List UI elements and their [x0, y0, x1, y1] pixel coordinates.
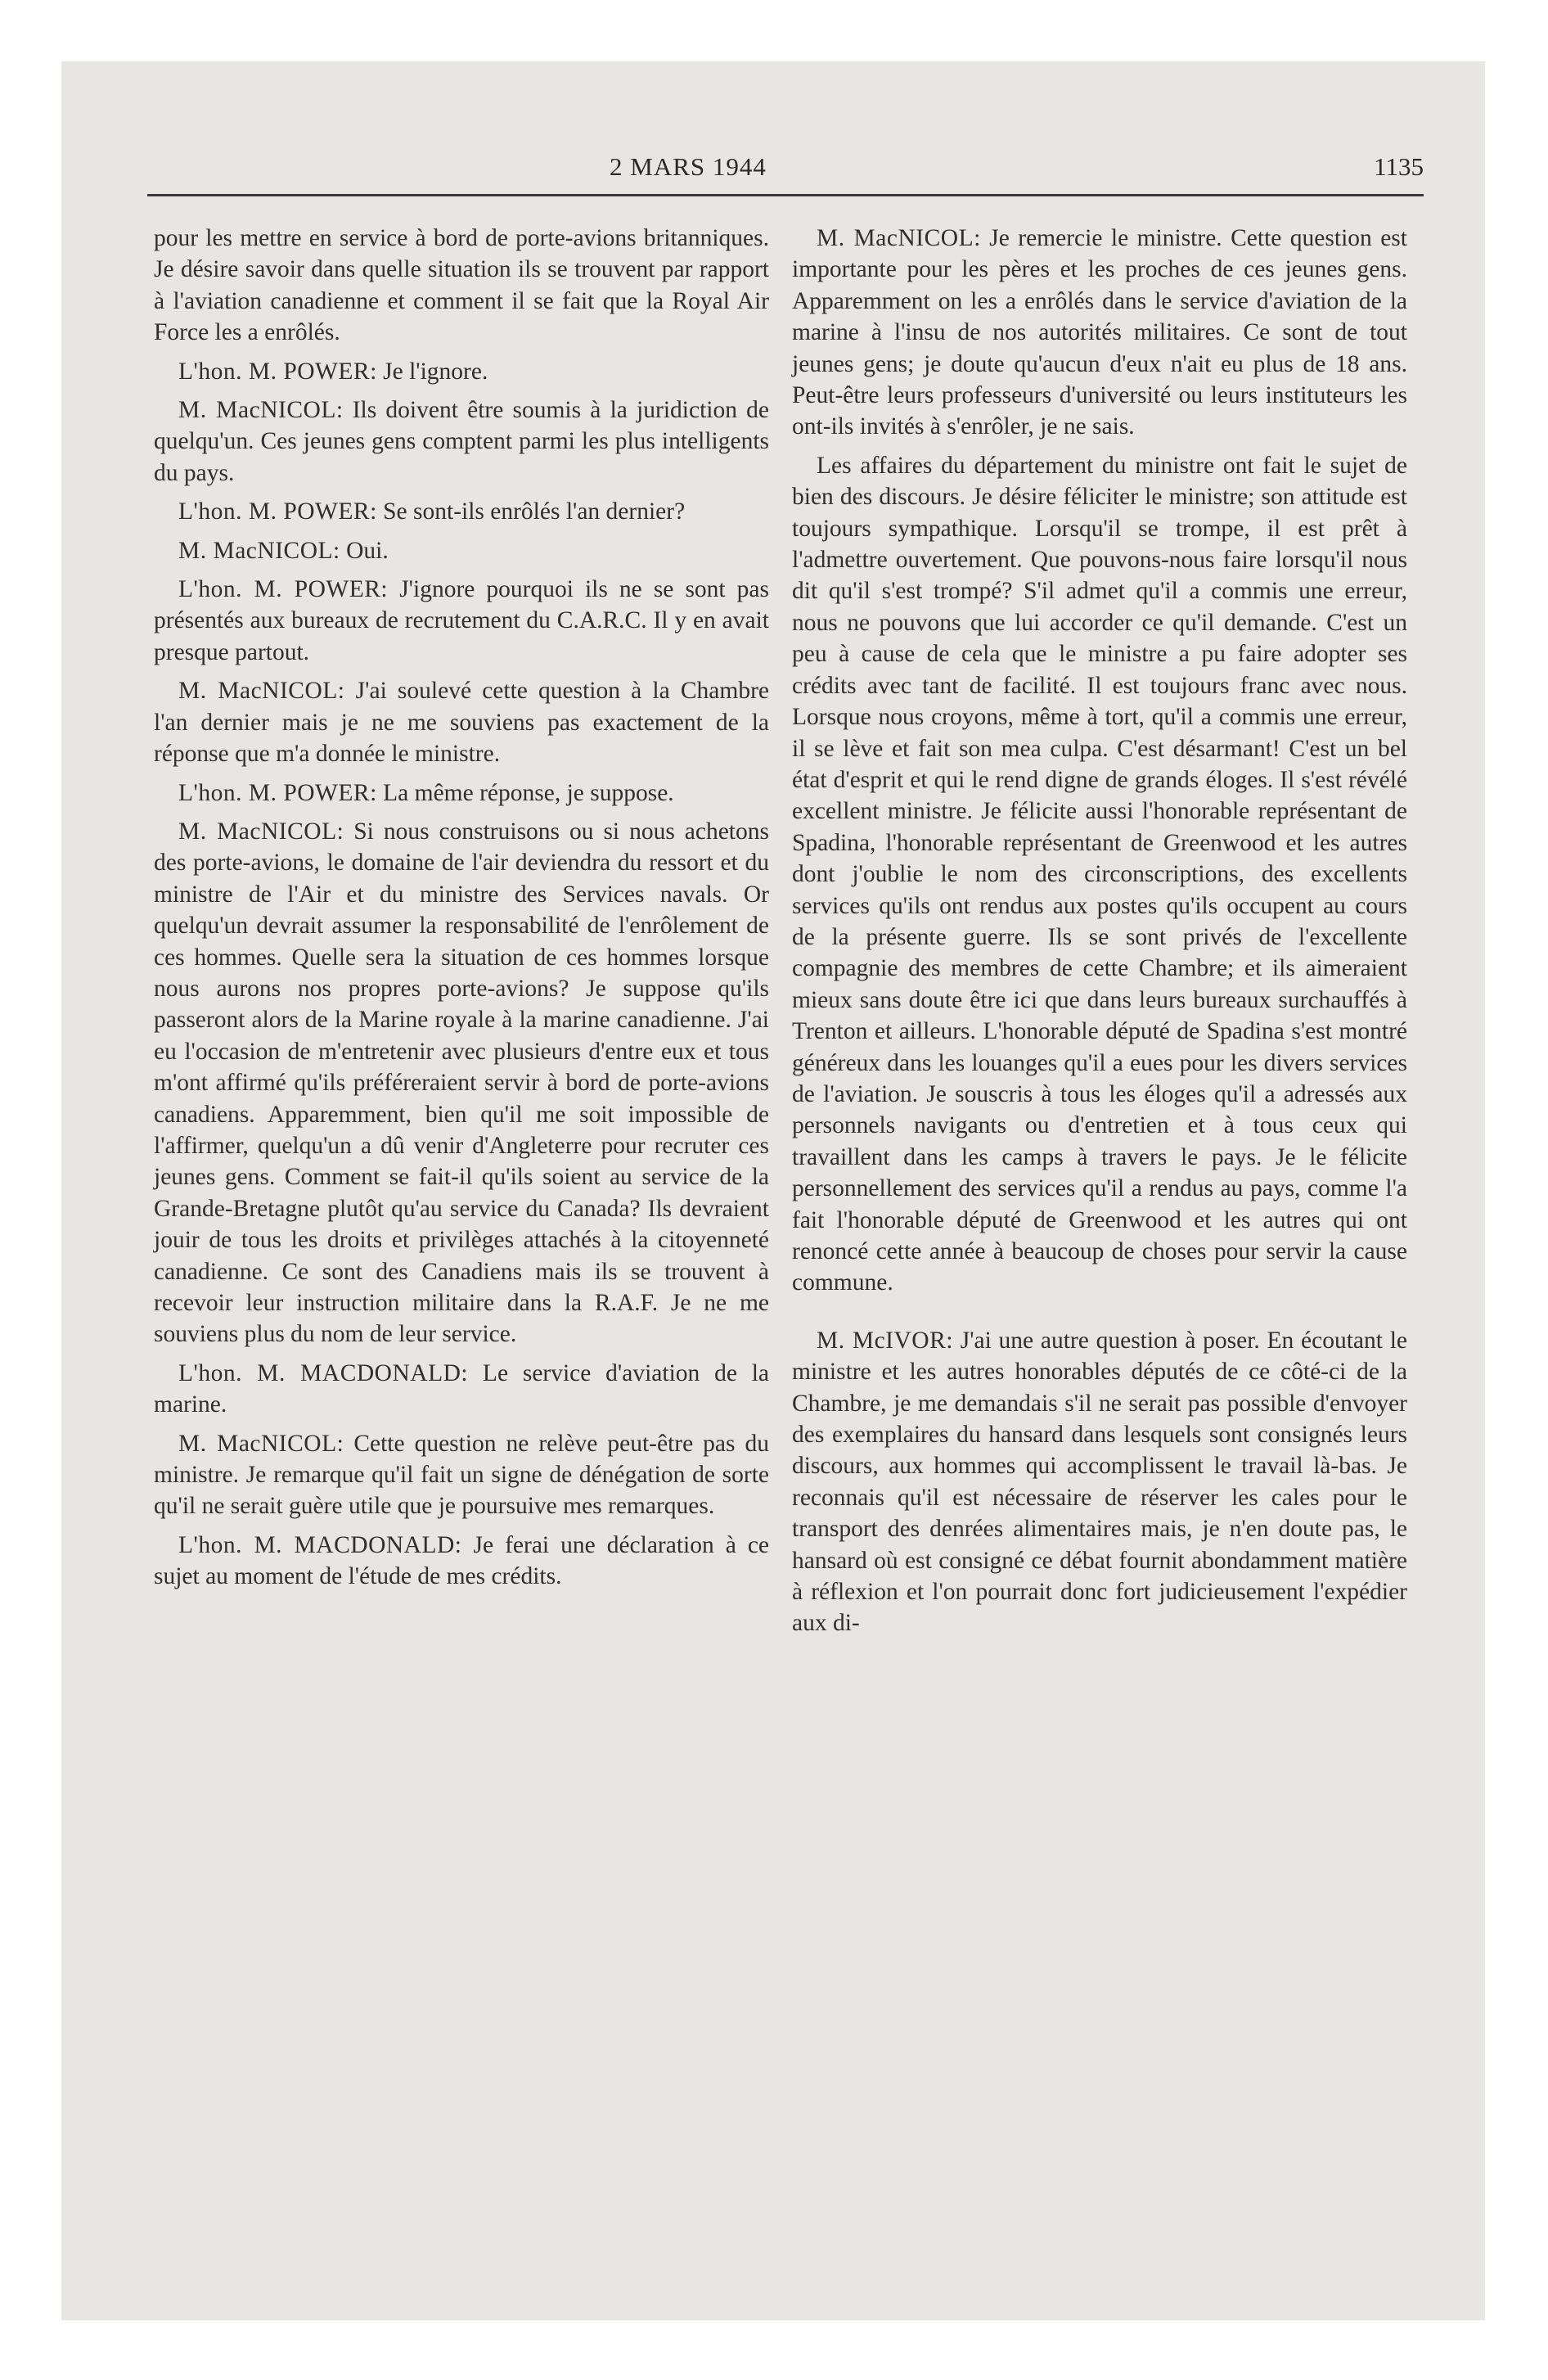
- paragraph: M. MacNICOL: Je remercie le ministre. Cette question est importante pour les pères et les proches de ces jeunes gens. Apparemment on les a enrôlés dans le service d'aviation de la marine à l'insu de nos autorités militaires. Ce sont de tout jeunes gens; je doute qu'aucun d'eux n'ait eu plus de 18 ans. Peut-être leurs professeurs d'université ou leurs instituteurs les ont-ils invités à s'enrôler, je ne sais.: [792, 225, 1407, 440]
- paragraph: L'hon. M. MACDONALD: Je ferai une déclaration à ce sujet au moment de l'étude de mes crédits.: [154, 1531, 770, 1590]
- paragraph: L'hon. M. POWER: La même réponse, je suppose.: [178, 779, 674, 806]
- paragraph: L'hon. M. POWER: J'ignore pourquoi ils ne se sont pas présentés aux bureaux de recrutement du C.A.R.C. Il y en avait presque partout.: [154, 576, 770, 665]
- page-header: [147, 90, 1424, 181]
- paragraph: M. McIVOR: J'ai une autre question à poser. En écoutant le ministre et les autres honorables députés de ce côté-ci de la Chambre, je me demandais s'il ne serait pas possible d'envoyer des exemplaires du hansard dans lesquels sont consignés leurs discours, aux hommes qui accomplissent le travail là-bas. Je reconnais qu'il est nécessaire de réserver les cales pour le transport des denrées alimentaires mais, je n'en doute pas, le hansard où est consigné ce débat fournit abondamment matière à réflexion et l'on pourrait donc fort judicieusement l'expédier aux di-: [792, 1327, 1407, 1637]
- paragraph: M. MacNICOL: J'ai soulevé cette question à la Chambre l'an dernier mais je ne me souviens pas exactement de la réponse que m'a donnée le ministre.: [154, 678, 769, 768]
- paragraph: L'hon. M. POWER: Se sont-ils enrôlés l'an dernier?: [178, 498, 686, 525]
- paragraph: pour les mettre en service à bord de porte-avions britanniques. Je désire savoir dans quelle situation ils se trouvent par rapport à l'aviation canadienne et comment il se fait que la Royal Air Force les a enrôlés.: [154, 225, 769, 346]
- paragraph: M. MacNICOL: Si nous construisons ou si nous achetons des porte-avions, le domaine de l'air deviendra du ressort et du ministre de l'Air et du ministre des Services navals. Or quelqu'un devrait assumer la responsabilité de l'enrôlement de ces hommes. Quelle sera la situation de ces hommes lorsque nous aurons nos propres porte-avions? Je suppose qu'ils passeront alors de la Marine royale à la marine canadienne. J'ai eu l'occasion de m'entretenir avec plusieurs d'entre eux et tous m'ont affirmé qu'ils préféreraient servir à bord de porte-avions canadiens. Apparemment, bien qu'il me soit impossible de l'affirmer, quelqu'un a dû venir d'Angleterre pour recruter ces jeunes gens. Comment se fait-il qu'ils soient au service de la Grande-Bretagne plutôt qu'au service du Canada? Ils devraient jouir de tous les droits et privilèges attachés à la citoyenneté canadienne. Ce sont des Canadiens mais ils se trouvent à recevoir leur instruction militaire dans la R.A.F. Je ne me souviens plus du nom de leur service.: [154, 818, 769, 1348]
- paragraph: M. MacNICOL: Cette question ne relève peut-être pas du ministre. Je remarque qu'il fait un signe de dénégation de sorte qu'il ne serait guère utile que je poursuive mes remarques.: [154, 1430, 769, 1520]
- paragraph: M. MacNICOL: Oui.: [178, 537, 389, 564]
- paragraph: L'hon. M. MACDONALD: Le service d'aviation de la marine.: [154, 1359, 769, 1418]
- header-date: 2 MARS 1944: [610, 152, 767, 181]
- header-rule: [147, 194, 1424, 196]
- paragraph: M. MacNICOL: Ils doivent être soumis à la juridiction de quelqu'un. Ces jeunes gens comptent parmi les plus intelligents du pays.: [154, 397, 769, 486]
- left-column: [154, 223, 769, 1600]
- right-column: [792, 223, 1407, 1647]
- paragraph: Les affaires du département du ministre ont fait le sujet de bien des discours. Je désire féliciter le ministre; son attitude est toujours sympathique. Lorsqu'il se trompe, il est prêt à l'admettre ouvertement. Que pouvons-nous faire lorsqu'il nous dit qu'il s'est trompé? S'il admet qu'il a commis une erreur, nous ne pouvons que lui accorder ce qu'il demande. C'est un peu à cause de cela que le ministre a pu faire adopter ses crédits avec tant de facilité. Il est toujours franc avec nous. Lorsque nous croyons, même à tort, qu'il a commis une erreur, il se lève et fait son mea culpa. C'est désarmant! C'est un bel état d'esprit et qui le rend digne de grands éloges. Il s'est révélé excellent ministre. Je félicite aussi l'honorable représentant de Spadina, l'honorable représentant de Greenwood et les autres dont j'oublie le nom des circonscriptions, des excellents services qu'ils ont rendus aux postes qu'ils occupent au cours de la présente guerre. Ils se sont privés de l'excellente compagnie des membres de cette Chambre; et ils aimeraient mieux sans doute être ici que dans leurs bureaux surchauffés à Trenton et ailleurs. L'honorable député de Spadina s'est montré généreux dans les louanges qu'il a eues pour les divers services de l'aviation. Je souscris à tous les éloges qu'il a adressés aux personnels navigants ou d'entretien et à tous ceux qui travaillent dans les camps à travers le pays. Je le félicite personnellement des services qu'il a rendus au pays, comme l'a fait l'honorable député de Greenwood et les autres qui ont renoncé cette année à beaucoup de choses pour servir la cause commune.: [792, 452, 1407, 1296]
- header-page-number: 1135: [1374, 152, 1424, 181]
- paragraph: L'hon. M. POWER: Je l'ignore.: [178, 358, 488, 385]
